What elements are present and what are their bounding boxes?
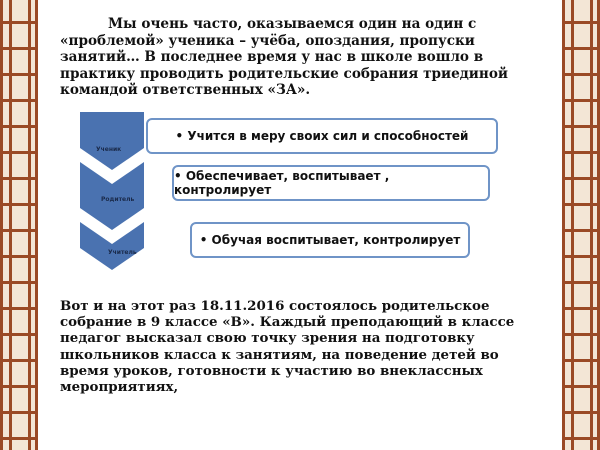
decorative-border-left <box>0 0 38 450</box>
diagram-box-student <box>146 118 498 154</box>
meeting-paragraph: Вот и на этот раз 18.11.2016 состоялось родительское собрание в 9 классе «В». Каждый преподающий в классе педагог высказал свою точку зрения на подготовку школьников класса к занятиям, на поведение детей во время уроков, готовности к участию во внеклассных мероприятиях, <box>60 298 515 396</box>
diagram-text-parent: • Обеспечивает, воспитывает , контролирует <box>174 169 390 197</box>
chevron-label-student: Ученик <box>96 146 122 153</box>
diagram-text-student: • Учится в меру своих сил и способностей <box>175 129 469 143</box>
diagram-box-teacher <box>190 222 470 258</box>
intro-paragraph: Мы очень часто, оказываемся один на один с «проблемой» ученика – учёба, опоздания, пропуски занятий… В последнее время у нас в школе вошло в практику проводить родительские собрания триединой командой ответственных «ЗА». <box>60 16 508 98</box>
chevron-label-parent: Родитель <box>101 196 135 203</box>
decorative-border-right <box>562 0 600 450</box>
chevron-label-teacher: Учитель <box>108 249 137 256</box>
diagram-box-parent <box>172 165 490 201</box>
diagram-text-teacher: • Обучая воспитывает, контролирует <box>199 233 461 247</box>
chevron-student <box>80 112 144 170</box>
